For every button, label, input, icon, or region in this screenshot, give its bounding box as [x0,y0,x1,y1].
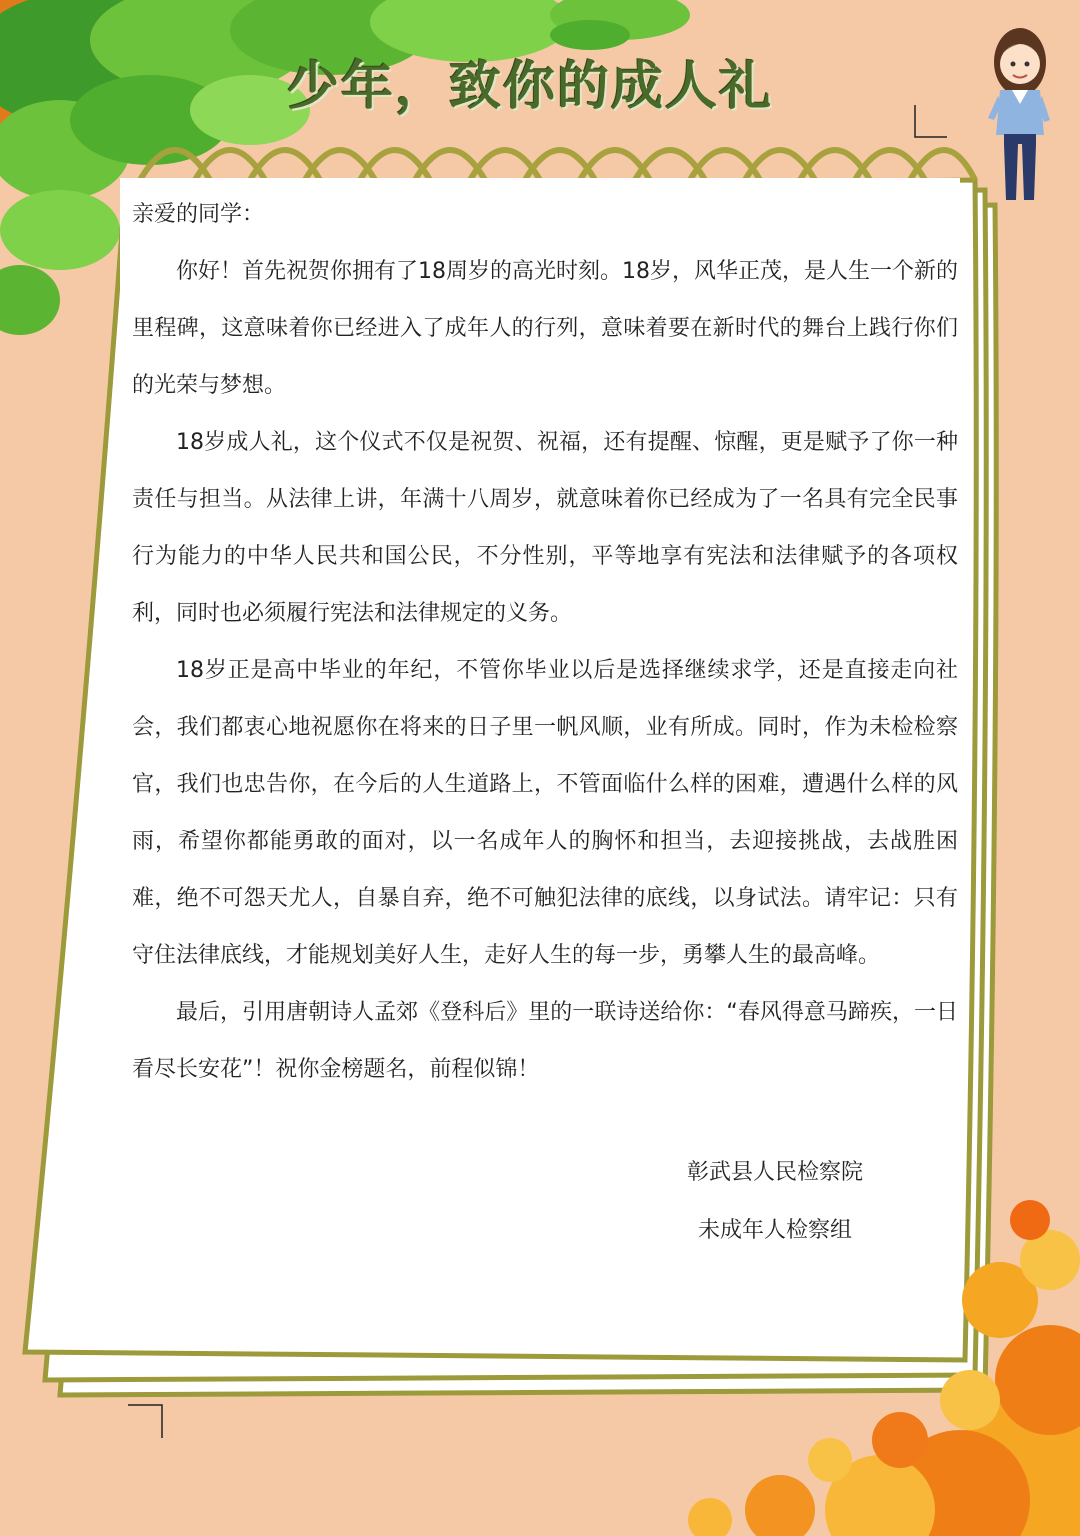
spiral-rings [140,150,975,180]
signature-dept: 未成年人检察组 [697,1218,852,1243]
salutation: 亲爱的同学： [132,202,265,227]
paragraph-coming-of-age: 18岁成人礼，这个仪式不仅是祝贺、祝福，还有提醒、惊醒，更是赋予了你一种责任与担当。从法律上讲，年满十八周岁，就意味着你已经成为了一名具有完全民事行为能力的中华人民共和国公民，不分性别，平等地享有宪法和法律赋予的各项权利，同时也必须履行宪法和法律规定的义务。 [132,430,958,626]
signature-org: 彰武县人民检察院 [686,1160,863,1185]
letter-body [132,186,958,1098]
corner-mark [128,1405,162,1438]
paragraph-closing: 最后，引用唐朝诗人孟郊《登科后》里的一联诗送给你：“春风得意马蹄疾，一日看尽长安花”！祝你金榜题名，前程似锦！ [132,1000,958,1082]
page-title: 少年，致你的成人礼 [286,57,773,117]
paragraph-advice: 18岁正是高中毕业的年纪，不管你毕业以后是选择继续求学，还是直接走向社会，我们都衷心地祝愿你在将来的日子里一帆风顺，业有所成。同时，作为未检检察官，我们也忠告你，在今后的人生道路上，不管面临什么样的困难，遭遇什么样的风雨，希望你都能勇敢的面对，以一名成年人的胸怀和担当，去迎接挑战，去战胜困难，绝不可怨天尤人，自暴自弃，绝不可触犯法律的底线，以身试法。请牢记：只有守住法律底线，才能规划美好人生，走好人生的每一步，勇攀人生的最高峰。 [132,658,958,968]
paragraph-greeting: 你好！首先祝贺你拥有了18周岁的高光时刻。18岁，风华正茂，是人生一个新的里程碑，这意味着你已经进入了成年人的行列，意味着要在新时代的舞台上践行你们的光荣与梦想。 [132,259,958,398]
